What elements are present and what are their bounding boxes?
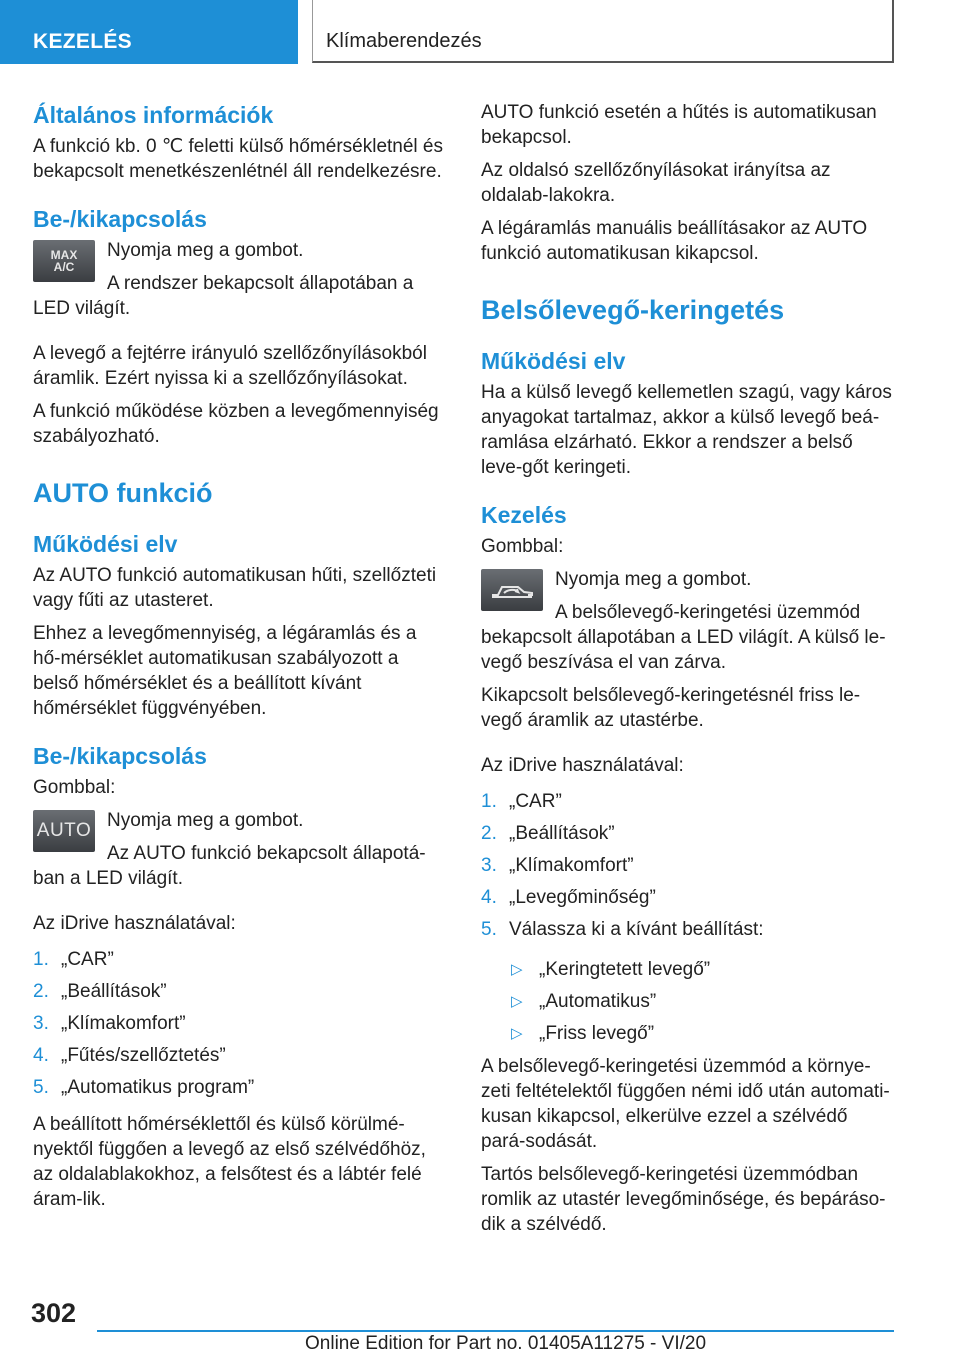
paragraph: Az oldalsó szellőzőnyílásokat irányítsa az oldalab-lakokra. — [481, 160, 831, 206]
page-number: 302 — [31, 1298, 77, 1328]
heading-general: Általános információk — [33, 102, 274, 128]
list-item: 4. „Fűtés/szellőztetés” — [33, 1045, 226, 1066]
paragraph: A rendszer bekapcsolt állapotában a LED világít. — [33, 273, 414, 319]
steps-list — [481, 786, 895, 946]
recirculation-button-icon — [481, 569, 543, 611]
paragraph: Nyomja meg a gombot. — [555, 569, 752, 590]
paragraph: Az iDrive használatával: — [481, 755, 684, 776]
max-ac-button-icon: MAX A/C — [33, 240, 95, 282]
paragraph: Ha a külső levegő kellemetlen szagú, vagy káros anyagokat tartalmaz, akkor a külső levegő beá-ramlása elzárható. Ekkor a rendszer a belső leve-gőt keringeti. — [481, 382, 892, 478]
list-item: 4. „Levegőminőség” — [481, 887, 656, 908]
paragraph: Az AUTO funkció bekapcsolt állapotá-ban a LED világít. — [33, 843, 426, 889]
list-item: 2. „Beállítások” — [33, 981, 167, 1002]
paragraph: A levegő a fejtérre irányuló szellőzőnyílásokból áramlik. Ezért nyissa ki a szellőzőnyílásokat. — [33, 343, 427, 389]
auto-instruction — [33, 808, 447, 899]
paragraph: Nyomja meg a gombot. — [107, 810, 304, 831]
list-item: 3. „Klímakomfort” — [33, 1013, 186, 1034]
heading-principle: Működési elv — [33, 531, 178, 557]
paragraph: A belsőlevegő-keringetési üzemmód a környe-zeti feltételektől függően némi idő után automati-kusan kikapcsol, elkerülve ezzel a szélvédő pará-sodását. — [481, 1056, 890, 1152]
paragraph: Ehhez a levegőmennyiség, a légáramlás és a hő-mérséklet automatikusan szabályozott a belső hőmérséklet és a beállított kívánt hőmérséklet függvényében. — [33, 623, 417, 719]
paragraph: AUTO funkció esetén a hűtés is automatikusan bekapcsol. — [481, 102, 877, 148]
paragraph: Az AUTO funkció automatikusan hűti, szellőzteti vagy fűti az utasteret. — [33, 565, 437, 611]
list-item: 3. „Klímakomfort” — [481, 855, 634, 876]
heading-recirculation: Belsőlevegő-keringetés — [481, 295, 785, 325]
heading-principle: Működési elv — [481, 348, 626, 374]
chapter-title: Klímaberendezés — [326, 30, 482, 52]
max-ac-instruction — [33, 238, 447, 329]
list-item: ▷ „Friss levegő” — [511, 1023, 655, 1044]
paragraph: Kikapcsolt belsőlevegő-keringetésnél friss le-vegő áramlik az utastérbe. — [481, 685, 861, 731]
list-item: 1. „CAR” — [33, 949, 114, 970]
list-item: 5. „Automatikus program” — [33, 1077, 255, 1098]
sub-options-list — [481, 954, 895, 1050]
heading-onoff: Be-/kikapcsolás — [33, 743, 207, 769]
heading-onoff: Be-/kikapcsolás — [33, 206, 207, 232]
paragraph: Az iDrive használatával: — [33, 913, 236, 934]
list-item: ▷ „Automatikus” — [511, 991, 657, 1012]
edition-note: Online Edition for Part no. 01405A11275 - VI/20 — [305, 1333, 707, 1354]
auto-button-icon: AUTO — [33, 810, 95, 852]
list-item: 5. Válassza ki a kívánt beállítást: — [481, 919, 764, 940]
paragraph: Tartós belsőlevegő-keringetési üzemmódban romlik az utastér levegőminősége, és bepáráso-dik a szélvédő. — [481, 1164, 886, 1235]
paragraph: A légáramlás manuális beállításakor az AUTO funkció automatikusan kikapcsol. — [481, 218, 868, 264]
car-recirculation-icon — [488, 578, 536, 602]
heading-auto: AUTO funkció — [33, 478, 213, 508]
left-column — [33, 100, 447, 1220]
paragraph: Nyomja meg a gombot. — [107, 240, 304, 261]
recirculation-instruction — [481, 567, 895, 683]
footer-divider — [97, 1330, 894, 1332]
list-item: 1. „CAR” — [481, 791, 562, 812]
paragraph: A funkció működése közben a levegőmennyiség szabályozható. — [33, 401, 439, 447]
right-column — [481, 100, 895, 1245]
paragraph: A beállított hőmérséklettől és külső körülmé-nyektől függően a levegő az első szélvédőhöz, az oldalablakokhoz, a felsőtest és a lábtér felé áram-lik. — [33, 1114, 426, 1210]
heading-operation: Kezelés — [481, 502, 567, 528]
section-title: KEZELÉS — [33, 30, 132, 53]
steps-list — [33, 944, 447, 1104]
list-item: ▷ „Keringtetett levegő” — [511, 959, 711, 980]
paragraph: A funkció kb. 0 ℃ feletti külső hőmérsékletnél és bekapcsolt menetkészenlétnél áll rendelkezésre. — [33, 136, 443, 182]
chapter-tab — [312, 0, 894, 63]
list-item: 2. „Beállítások” — [481, 823, 615, 844]
paragraph: A belsőlevegő-keringetési üzemmód bekapcsolt állapotában a LED világít. A külső le-vegő beszívása el van zárva. — [481, 602, 886, 673]
section-tab — [0, 0, 298, 64]
paragraph: Gombbal: — [33, 777, 116, 798]
paragraph: Gombbal: — [481, 536, 564, 557]
